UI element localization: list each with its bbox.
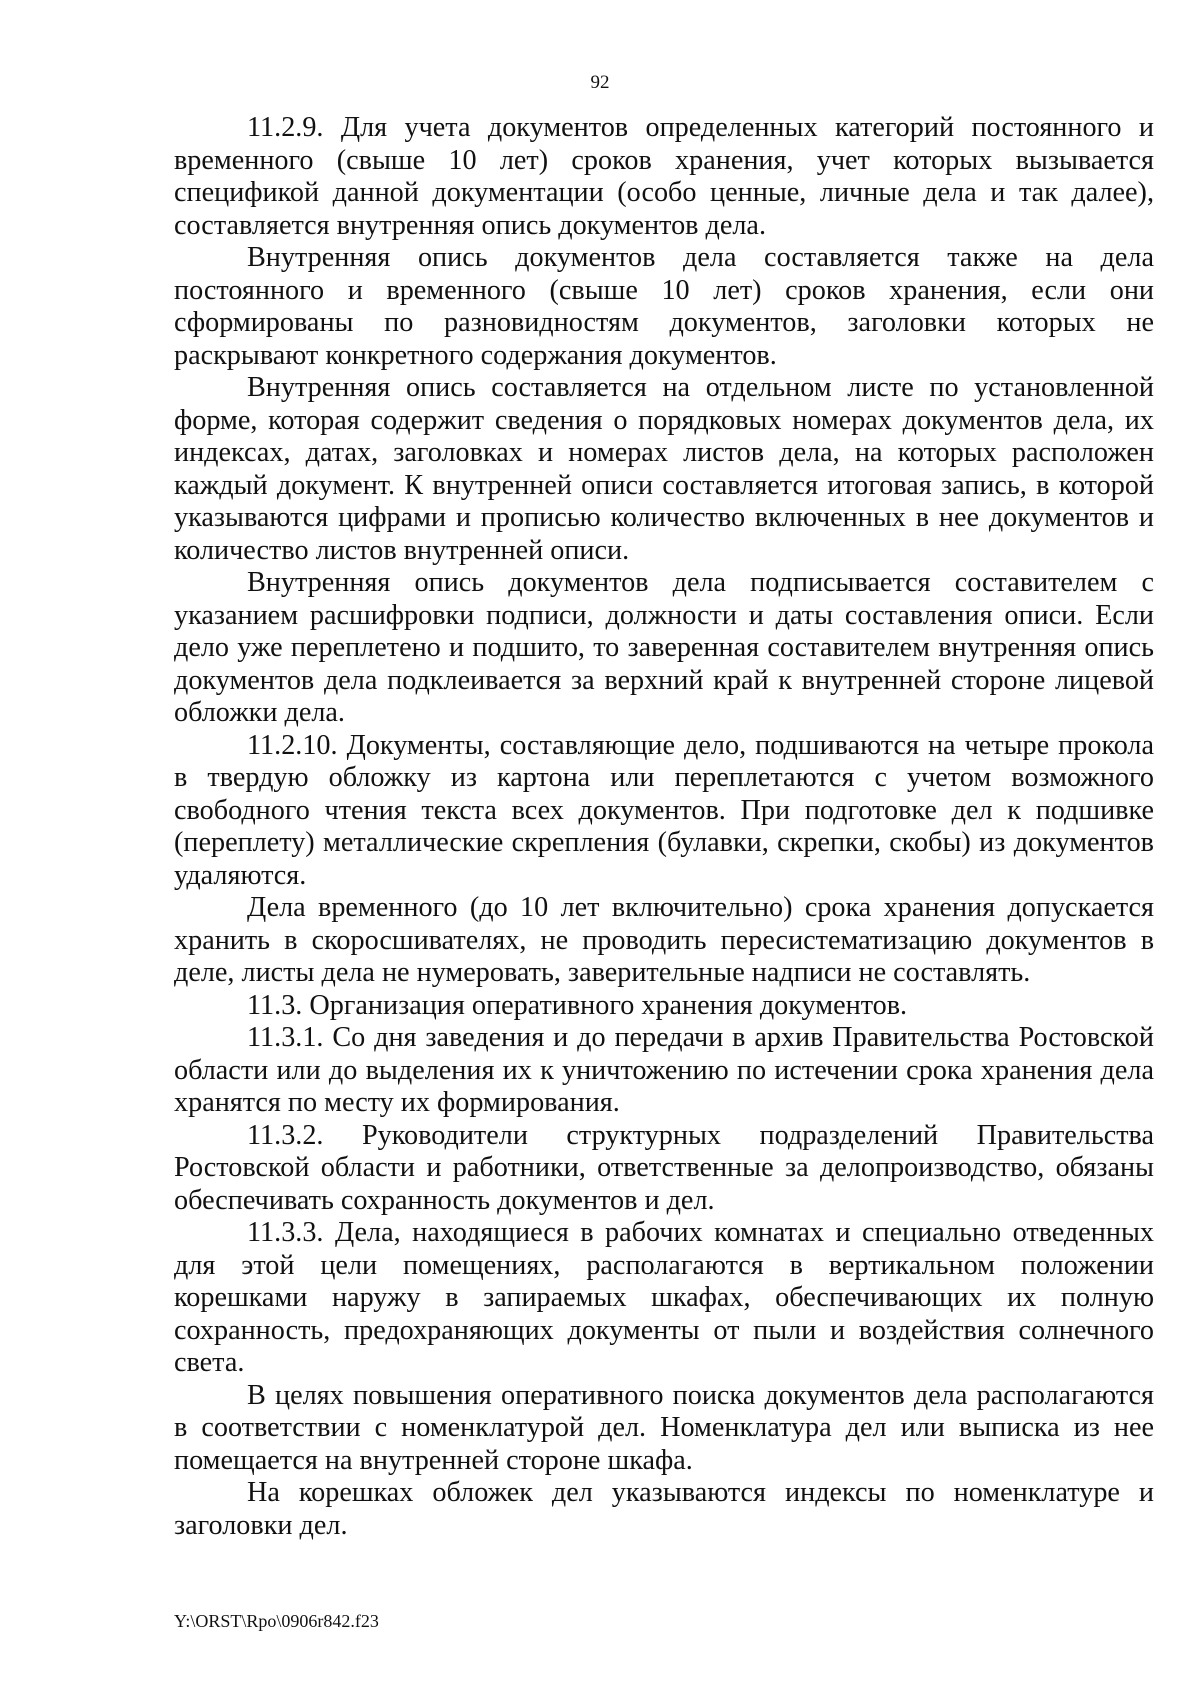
paragraph-temporary-storage: Дела временного (до 10 лет включительно) срока хранения допускается хранить в скоросшивателях, не проводить пересистематизацию документов в деле, листы дела не нумеровать, заверительные надписи не составлять. [174, 892, 1154, 988]
paragraph-11-2-10: 11.2.10. Документы, составляющие дело, подшиваются на четыре прокола в твердую обложку из картона или переплетаются с учетом возможного свободного чтения текста всех документов. При подготовке дел к подшивке (переплету) металлические скрепления (булавки, скрепки, скобы) из документов удаляются. [174, 729, 1154, 891]
paragraph-11-3-2: 11.3.2. Руководители структурных подразделений Правительства Ростовской области и работники, ответственные за делопроизводство, обязаны обеспечивать сохранность документов и дел. [174, 1119, 1154, 1216]
page-number: 92 [590, 72, 610, 93]
paragraph-nomenclature-order: В целях повышения оперативного поиска документов дела располагаются в соответствии с номенклатурой дел. Номенклатура дел или выписка из нее помещается на внутренней стороне шкафа. [174, 1379, 1154, 1476]
paragraph-11-3-1: 11.3.1. Со дня заведения и до передачи в архив Правительства Ростовской области или до выделения их к уничтожению по истечении срока хранения дела хранятся по месту их формирования. [174, 1022, 1154, 1118]
paragraph-11-2-9: 11.2.9. Для учета документов определенных категорий постоянного и временного (свыше 10 лет) сроков хранения, учет которых вызывается спецификой данной документации (особо ценные, личные дела и так далее), составляется внутренняя опись документов дела. [174, 112, 1154, 241]
paragraph-internal-inventory-scope: Внутренняя опись документов дела составляется также на дела постоянного и временного (свыше 10 лет) сроков хранения, если они сформированы по разновидностям документов, заголовки которых не раскрывают конкретного содержания документов. [174, 242, 1154, 371]
paragraph-internal-inventory-form: Внутренняя опись составляется на отдельном листе по установленной форме, которая содержит сведения о порядковых номерах документов дела, их индексах, датах, заголовках и номерах листов дела, на которых расположен каждый документ. К внутренней описи составляется итоговая запись, в которой указываются цифрами и прописью количество включенных в нее документов и количество листов внутренней описи. [174, 372, 1154, 566]
paragraph-11-3-heading: 11.3. Организация оперативного хранения документов. [247, 989, 908, 1021]
document-body [174, 112, 1154, 1542]
paragraph-internal-inventory-signing: Внутренняя опись документов дела подписывается составителем с указанием расшифровки подписи, должности и даты составления описи. Если дело уже переплетено и подшито, то заверенная составителем внутренняя опись документов дела подклеивается за верхний край к внутренней стороне лицевой обложки дела. [174, 567, 1154, 728]
paragraph-11-3-3: 11.3.3. Дела, находящиеся в рабочих комнатах и специально отведенных для этой цели помещениях, располагаются в вертикальном положении корешками наружу в запираемых шкафах, обеспечивающих их полную сохранность, предохраняющих документы от пыли и воздействия солнечного света. [174, 1217, 1154, 1378]
footer-file-path: Y:\ORST\Rpo\0906r842.f23 [174, 1611, 379, 1631]
paragraph-spine-labels: На корешках обложек дел указываются индексы по номенклатуре и заголовки дел. [174, 1477, 1154, 1541]
